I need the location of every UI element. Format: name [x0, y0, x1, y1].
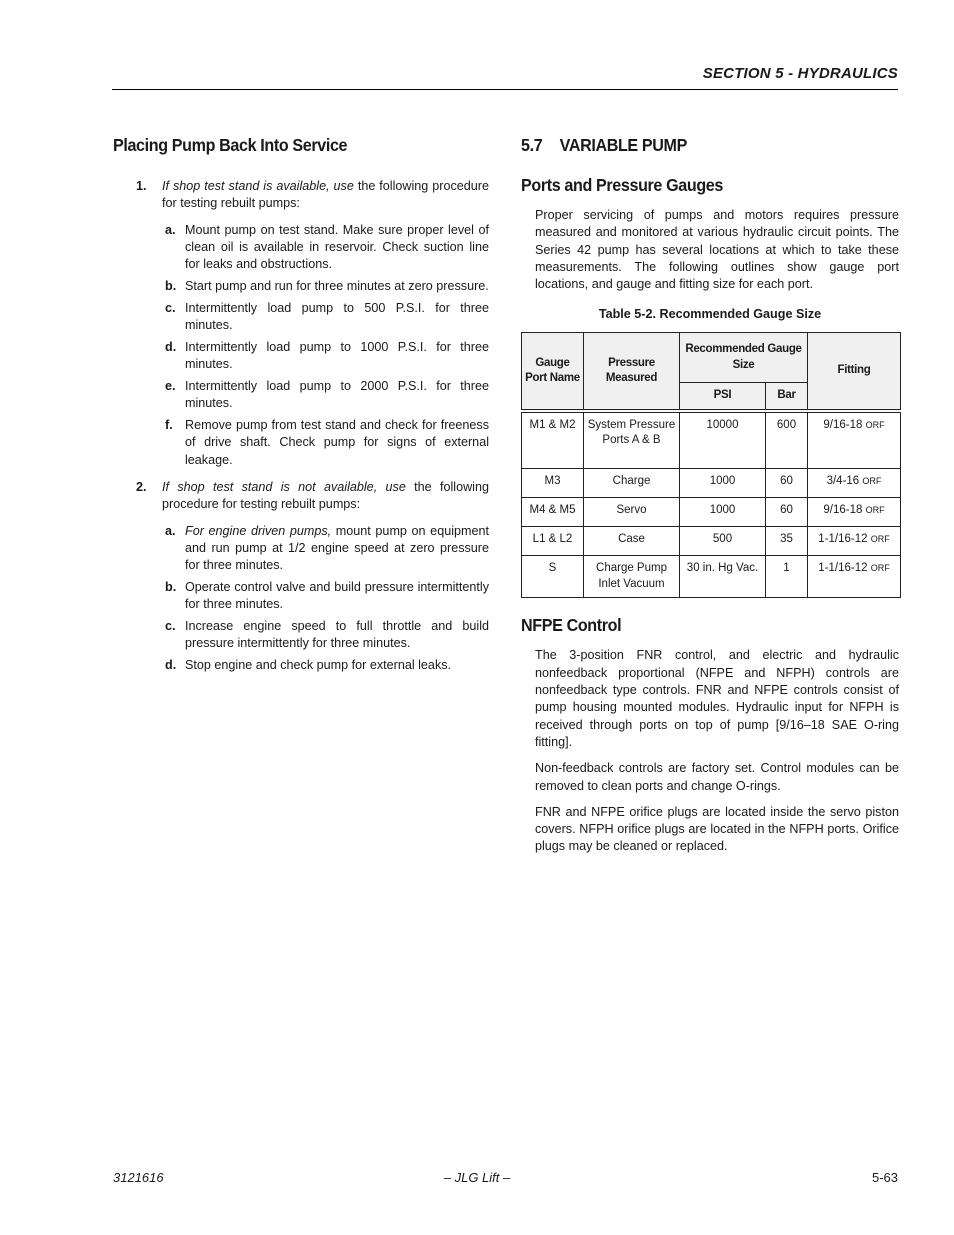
footer-page-number: 5-63 [871, 1170, 898, 1185]
header-pressure-measured: Pressure Measured [584, 333, 680, 411]
substep: a. Mount pump on test stand. Make sure proper level of clean oil is available in reservoir. Check suction line for leaks and obstructions. [165, 222, 489, 272]
nfpe-paragraph: FNR and NFPE orifice plugs are located inside the servo piston covers. NFPH orifice plugs are located in the NFPH ports. Orifice plugs may be cleaned or replaced. [535, 804, 899, 854]
step-text: the following procedure for testing rebuilt pumps: [162, 479, 489, 512]
step-1 [113, 178, 489, 469]
substep: c. Increase engine speed to full throttle and build pressure intermittently for three minutes. [165, 619, 489, 651]
left-column [113, 135, 489, 684]
nfpe-paragraph: Non-feedback controls are factory set. Control modules can be removed to clean ports and change O-rings. [535, 761, 899, 793]
section-heading [521, 135, 869, 156]
substep: b. Operate control valve and build pressure intermittently for three minutes. [165, 579, 489, 612]
table-row: S Charge Pump Inlet Vacuum 30 in. Hg Vac. 1 1-1/16-12 ORF [522, 556, 901, 598]
substeps [162, 523, 489, 675]
step-number: 2. [136, 479, 147, 494]
header-fitting: Fitting [808, 333, 901, 411]
table-row: M1 & M2 System Pressure Ports A & B 10000 600 9/16-18 ORF [522, 411, 901, 469]
step-lead: If shop test stand is not available, use [162, 479, 406, 494]
ports-paragraph: Proper servicing of pumps and motors requires pressure measured and monitored at various hydraulic circuit points. The Series 42 pump has several locations at which to take these measurements. The following outlines show gauge port locations, and gauge and fitting size for each port. [535, 208, 899, 292]
table-caption: Table 5-2. Recommended Gauge Size [598, 307, 822, 322]
header-gauge-port: Gauge Port Name [522, 333, 584, 411]
table-row: L1 & L2 Case 500 35 1-1/16-12 ORF [522, 527, 901, 556]
substep: d. Intermittently load pump to 1000 P.S.I. for three minutes. [165, 339, 489, 372]
table-row: M4 & M5 Servo 1000 60 9/16-18 ORF [522, 498, 901, 527]
header-bar: Bar [766, 383, 808, 411]
step-2 [113, 479, 489, 674]
footer-center: – JLG Lift – [443, 1170, 511, 1185]
procedure-steps [113, 178, 489, 674]
right-column [521, 135, 899, 865]
substeps [162, 222, 489, 469]
substep: c. Intermittently load pump to 500 P.S.I. for three minutes. [165, 300, 489, 333]
section-number: 5.7 [521, 135, 543, 155]
footer-doc-number: 3121616 [113, 1170, 164, 1185]
substep: e. Intermittently load pump to 2000 P.S.I. for three minutes. [165, 378, 489, 411]
nfpe-paragraph: The 3-position FNR control, and electric and hydraulic nonfeedback proportional (NFPE and NFPH) controls are nonfeedback type controls. FNR and NFPE controls consist of pump housing mounted modules. Hydraulic input for NFPH is received through ports on top of pump [9/16–18 SAE O-ring fitting]. [535, 648, 899, 749]
gauge-size-table [521, 332, 901, 598]
substep: b. Start pump and run for three minutes at zero pressure. [165, 278, 489, 293]
step-number: 1. [136, 179, 147, 193]
substep: a. For engine driven pumps, mount pump on equipment and run pump at 1/2 engine speed at zero pressure for three minutes. [165, 523, 489, 573]
step-lead: If shop test stand is available, use [162, 179, 354, 193]
section-title: VARIABLE PUMP [559, 135, 687, 155]
section-header: SECTION 5 - HYDRAULICS [702, 65, 898, 82]
header-recommended-gauge: Recommended Gauge Size [680, 333, 808, 383]
heading-nfpe-control: NFPE Control [521, 615, 622, 636]
table-row: M3 Charge 1000 60 3/4-16 ORF [522, 469, 901, 498]
heading-ports-gauges: Ports and Pressure Gauges [521, 175, 723, 195]
heading-placing-pump: Placing Pump Back Into Service [113, 135, 348, 155]
header-psi: PSI [680, 383, 766, 411]
substep: d. Stop engine and check pump for external leaks. [165, 658, 452, 673]
header-rule [112, 89, 898, 90]
substep: f. Remove pump from test stand and check for freeness of drive shaft. Check pump for signs of external leakage. [165, 418, 489, 467]
step-text: the following procedure for testing rebuilt pumps: [162, 179, 489, 211]
